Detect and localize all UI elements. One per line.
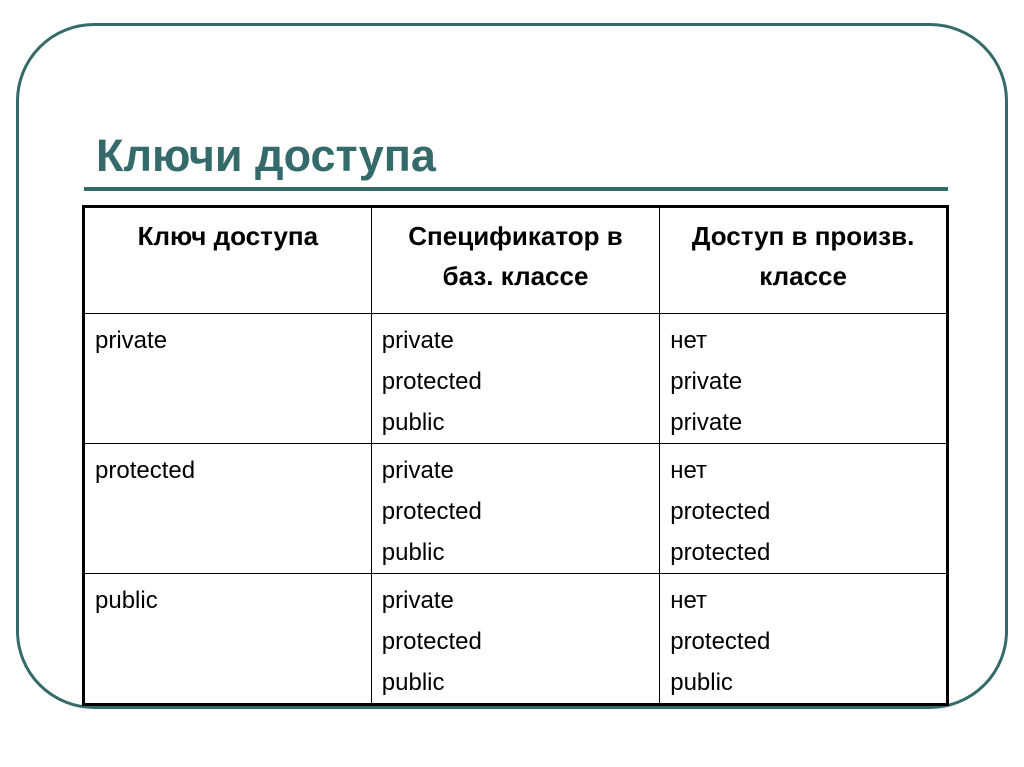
cell-derived-access bbox=[660, 444, 948, 574]
cell-base-specifiers bbox=[371, 314, 659, 444]
cell-line: private bbox=[670, 409, 743, 436]
cell-line: public bbox=[670, 669, 733, 696]
cell-line: public bbox=[381, 539, 445, 566]
header-access-key: Ключ доступа bbox=[84, 207, 372, 314]
header-derived-access: Доступ в произв. классе bbox=[660, 207, 948, 314]
cell-access-key bbox=[84, 574, 372, 705]
cell-line: protected bbox=[381, 368, 482, 395]
cell-base-specifiers bbox=[371, 574, 659, 705]
cell-line: private bbox=[381, 457, 454, 484]
cell-derived-access bbox=[660, 574, 948, 705]
cell-line: public bbox=[95, 587, 158, 614]
title-underline bbox=[84, 187, 948, 191]
cell-access-key bbox=[84, 314, 372, 444]
cell-line: public bbox=[381, 669, 445, 696]
table-header-row bbox=[84, 207, 948, 314]
cell-access-key bbox=[84, 444, 372, 574]
access-table bbox=[82, 205, 949, 706]
cell-line: protected bbox=[670, 628, 771, 655]
cell-line: private bbox=[381, 327, 454, 354]
cell-line: нет bbox=[670, 457, 708, 484]
cell-line: protected bbox=[670, 539, 771, 566]
slide-title: Ключи доступа bbox=[96, 130, 436, 181]
cell-base-specifiers bbox=[371, 444, 659, 574]
cell-line: protected bbox=[381, 498, 482, 525]
cell-line: protected bbox=[95, 457, 196, 484]
cell-line: private bbox=[670, 368, 743, 395]
table-row bbox=[84, 444, 948, 574]
table-row bbox=[84, 314, 948, 444]
cell-line: public bbox=[381, 409, 445, 436]
table-row bbox=[84, 574, 948, 705]
cell-line: нет bbox=[670, 587, 708, 614]
cell-line: private bbox=[95, 327, 168, 354]
cell-line: protected bbox=[381, 628, 482, 655]
cell-derived-access bbox=[660, 314, 948, 444]
cell-line: protected bbox=[670, 498, 771, 525]
cell-line: нет bbox=[670, 327, 708, 354]
cell-line: private bbox=[381, 587, 454, 614]
header-base-specifier: Спецификатор в баз. классе bbox=[371, 207, 659, 314]
